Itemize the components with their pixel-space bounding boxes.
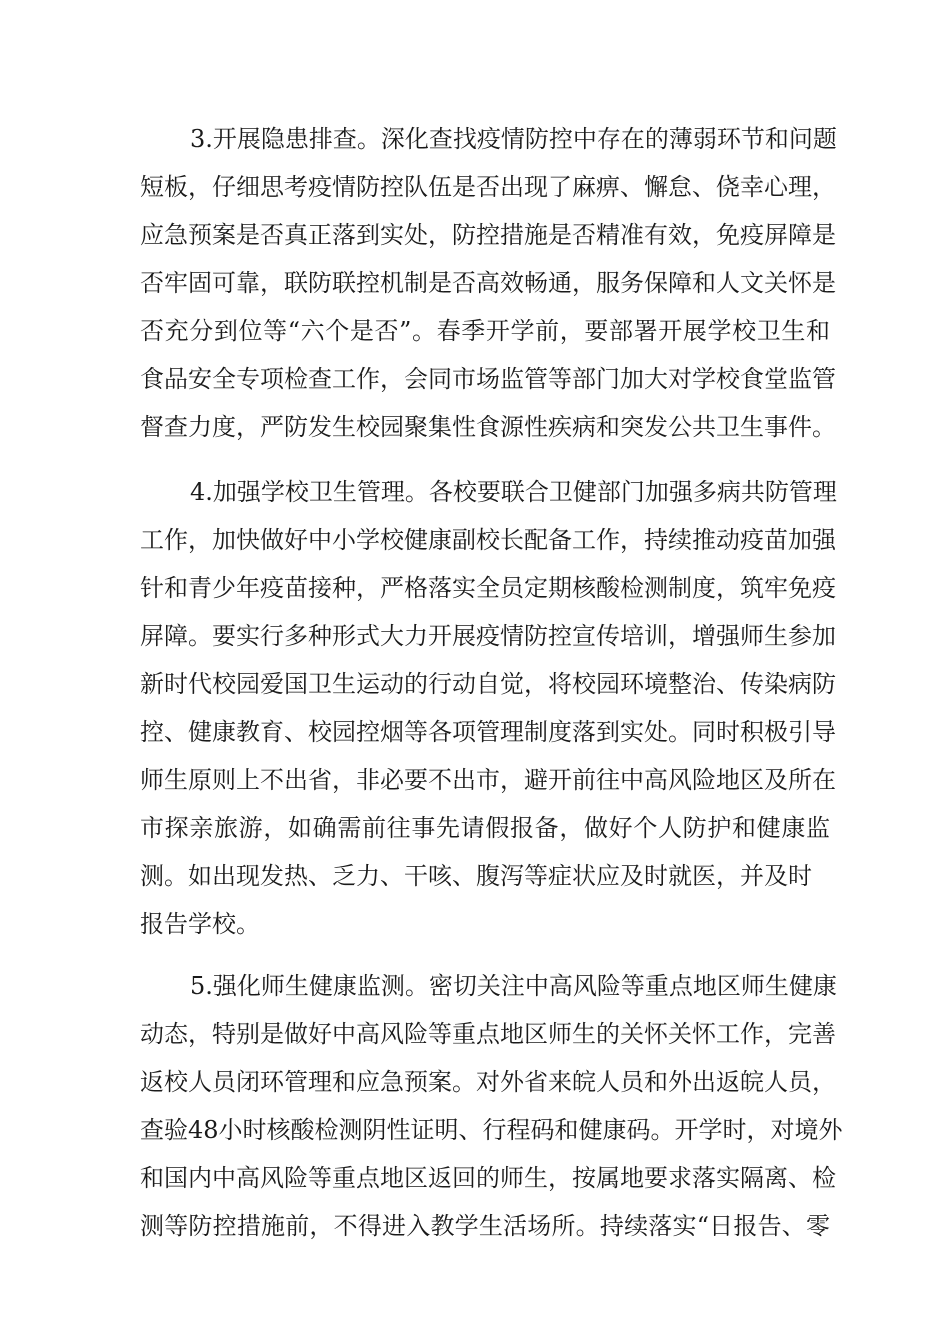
paragraph-5-line-3: 返校人员闭环管理和应急预案。对外省来皖人员和外出返皖人员， [140,1068,836,1096]
paragraph-3-line-5: 否充分到位等“六个是否”。春季开学前，要部署开展学校卫生和 [140,317,830,345]
paragraph-3-line-6: 食品安全专项检查工作，会同市场监管等部门加大对学校食堂监管 [140,365,836,393]
paragraph-4-line-4: 屏障。要实行多种形式大力开展疫情防控宣传培训，增强师生参加 [140,622,836,650]
paragraph-4-line-2: 工作，加快做好中小学校健康副校长配备工作，持续推动疫苗加强 [140,526,836,554]
paragraph-3-line-1: 3.开展隐患排查。深化查找疫情防控中存在的薄弱环节和问题 [190,125,837,153]
paragraph-5-line-6: 测等防控措施前，不得进入教学生活场所。持续落实“日报告、零 [140,1212,830,1240]
paragraph-4-line-6: 控、健康教育、校园控烟等各项管理制度落到实处。同时积极引导 [140,718,836,746]
paragraph-4-line-10: 报告学校。 [140,910,260,938]
paragraph-5-line-4: 查验48小时核酸检测阴性证明、行程码和健康码。开学时，对境外 [140,1116,843,1144]
paragraph-5-line-2: 动态，特别是做好中高风险等重点地区师生的关怀关怀工作，完善 [140,1020,836,1048]
paragraph-4-line-3: 针和青少年疫苗接种，严格落实全员定期核酸检测制度，筑牢免疫 [140,574,836,602]
paragraph-4-line-5: 新时代校园爱国卫生运动的行动自觉，将校园环境整治、传染病防 [140,670,836,698]
paragraph-3-line-4: 否牢固可靠，联防联控机制是否高效畅通，服务保障和人文关怀是 [140,269,836,297]
paragraph-4-line-7: 师生原则上不出省，非必要不出市，避开前往中高风险地区及所在 [140,766,836,794]
paragraph-3-line-2: 短板，仔细思考疫情防控队伍是否出现了麻痹、懈怠、侥幸心理， [140,173,836,201]
paragraph-3-line-7: 督查力度，严防发生校园聚集性食源性疾病和突发公共卫生事件。 [140,413,836,441]
paragraph-5-line-1: 5.强化师生健康监测。密切关注中高风险等重点地区师生健康 [190,972,837,1000]
paragraph-4-line-1: 4.加强学校卫生管理。各校要联合卫健部门加强多病共防管理 [190,478,837,506]
paragraph-4-line-9: 测。如出现发热、乏力、干咳、腹泻等症状应及时就医，并及时 [140,862,812,890]
paragraph-5-line-5: 和国内中高风险等重点地区返回的师生，按属地要求落实隔离、检 [140,1164,836,1192]
paragraph-4-line-8: 市探亲旅游，如确需前往事先请假报备，做好个人防护和健康监 [140,814,830,842]
paragraph-3-line-3: 应急预案是否真正落到实处，防控措施是否精准有效，免疫屏障是 [140,221,836,249]
